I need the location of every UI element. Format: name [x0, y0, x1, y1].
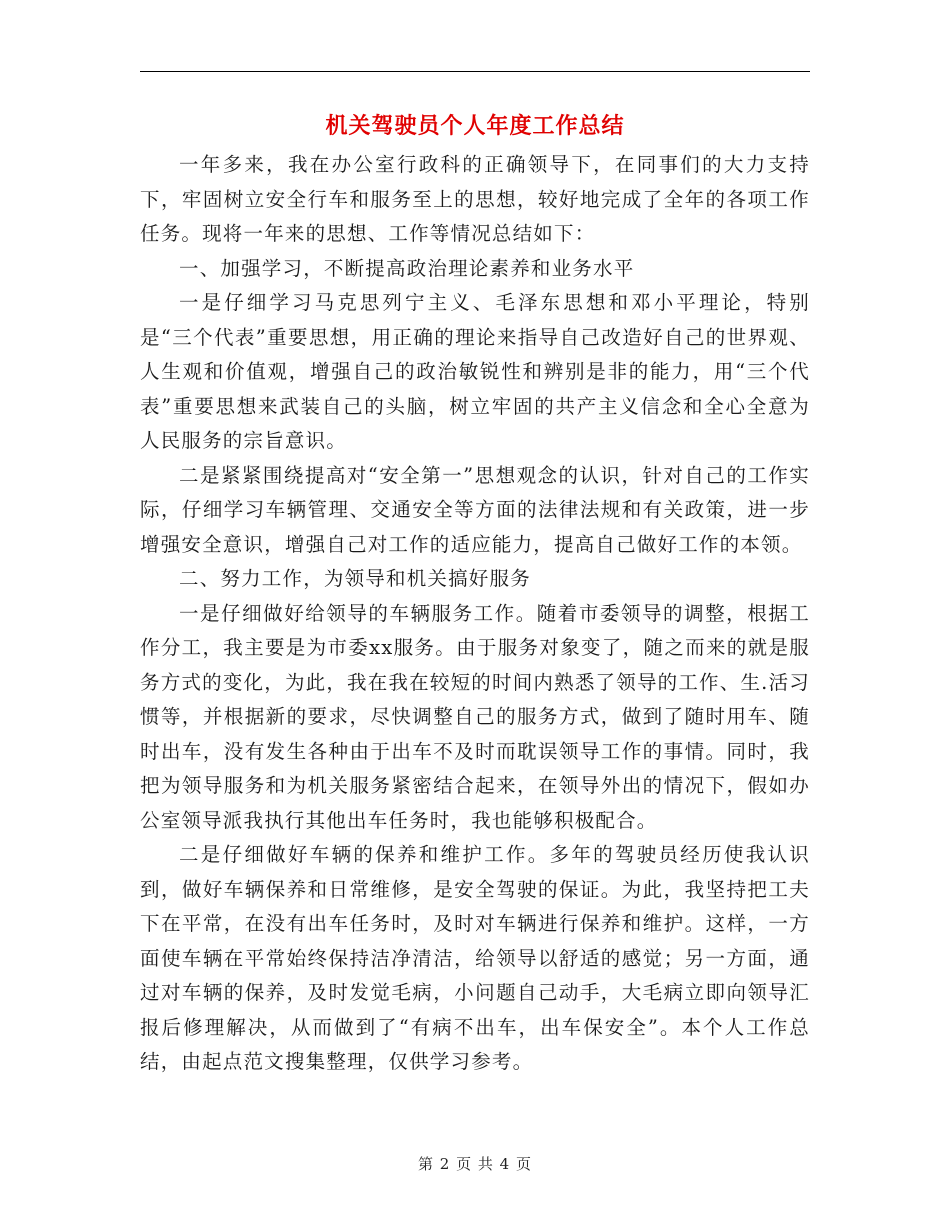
section-heading-2: 二、努力工作，为领导和机关搞好服务 — [179, 567, 531, 590]
page-number: 第 2 页 共 4 页 — [418, 1155, 532, 1173]
header-rule — [140, 71, 810, 72]
document-body — [140, 148, 810, 1080]
paragraph-intro: 一年多来，我在办公室行政科的正确领导下，在同事们的大力支持下，牢固树立安全行车和服务至上的思想，较好地完成了全年的各项工作任务。现将一年来的思想、工作等情况总结如下： — [140, 153, 810, 245]
paragraph-study-theory: 一是仔细学习马克思列宁主义、毛泽东思想和邓小平理论，特别是“三个代表”重要思想，用正确的理论来指导自己改造好自己的世界观、人生观和价值观，增强自己的政治敏锐性和辨别是非的能力，用“三个代表”重要思想来武装自己的头脑，树立牢固的共产主义信念和全心全意为人民服务的宗旨意识。 — [140, 291, 810, 452]
paragraph-study-safety: 二是紧紧围绕提高对“安全第一”思想观念的认识，针对自己的工作实际，仔细学习车辆管理、交通安全等方面的法律法规和有关政策，进一步增强安全意识，增强自己对工作的适应能力，提高自己做好工作的本领。 — [140, 463, 810, 556]
paragraph-vehicle-maintenance: 二是仔细做好车辆的保养和维护工作。多年的驾驶员经历使我认识到，做好车辆保养和日常维修，是安全驾驶的保证。为此，我坚持把工夫下在平常，在没有出车任务时，及时对车辆进行保养和维护。这样，一方面使车辆在平常始终保持洁净清洁，给领导以舒适的感觉；另一方面，通过对车辆的保养，及时发觉毛病，小问题自己动手，大毛病立即向领导汇报后修理解决，从而做到了“有病不出车，出车保安全”。本个人工作总结，由起点范文搜集整理，仅供学习参考。 — [140, 843, 810, 1073]
section-heading-1: 一、加强学习，不断提高政治理论素养和业务水平 — [179, 256, 635, 280]
paragraph-vehicle-service: 一是仔细做好给领导的车辆服务工作。随着市委领导的调整，根据工作分工，我主要是为市委xx服务。由于服务对象变了，随之而来的就是服务方式的变化，为此，我在我在较短的时间内熟悉了领导的工作、生.活习惯等，并根据新的要求，尽快调整自己的服务方式，做到了随时用车、随时出车，没有发生各种由于出车不及时而耽误领导工作的事情。同时，我把为领导服务和为机关服务紧密结合起来，在领导外出的情况下，假如办公室领导派我执行其他出车任务时，我也能够积极配合。 — [140, 601, 810, 832]
document-title: 机关驾驶员个人年度工作总结 — [325, 113, 625, 139]
